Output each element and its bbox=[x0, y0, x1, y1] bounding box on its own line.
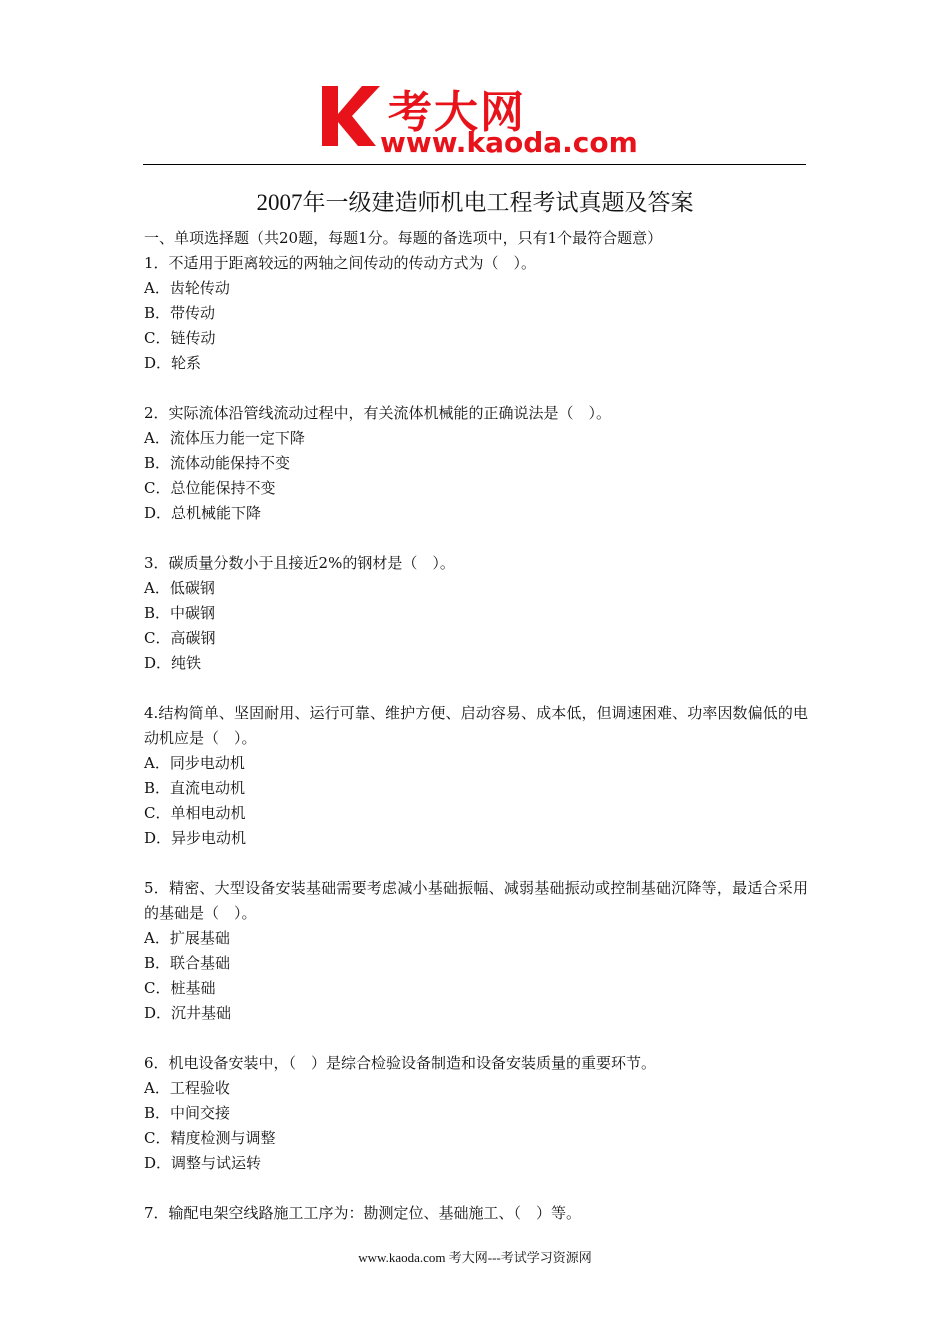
option-a: A．同步电动机 bbox=[144, 754, 245, 772]
question-2 bbox=[144, 401, 808, 526]
page-footer: www.kaoda.com 考大网---考试学习资源网 bbox=[358, 1250, 592, 1265]
spacer bbox=[144, 851, 808, 876]
option-d: D．异步电动机 bbox=[144, 829, 247, 847]
option-d: D．轮系 bbox=[144, 354, 202, 372]
option-d: D．调整与试运转 bbox=[144, 1154, 262, 1172]
spacer bbox=[144, 1176, 808, 1201]
option-c: C．链传动 bbox=[144, 329, 216, 347]
option-b: B．中间交接 bbox=[144, 1104, 231, 1122]
option-d: D．纯铁 bbox=[144, 654, 202, 672]
question-stem: 5．精密、大型设备安装基础需要考虑减小基础振幅、减弱基础振动或控制基础沉降等，最适合采用的基础是（ ）。 bbox=[144, 879, 808, 922]
option-c: C．单相电动机 bbox=[144, 804, 246, 822]
option-b: B．流体动能保持不变 bbox=[144, 454, 291, 472]
question-stem: 1．不适用于距离较远的两轴之间传动的传动方式为（ ）。 bbox=[144, 254, 537, 272]
option-c: C．高碳钢 bbox=[144, 629, 216, 647]
option-c: C．精度检测与调整 bbox=[144, 1129, 276, 1147]
option-d: D．总机械能下降 bbox=[144, 504, 262, 522]
header-divider bbox=[143, 164, 806, 165]
option-b: B．联合基础 bbox=[144, 954, 231, 972]
question-stem: 7．输配电架空线路施工工序为：勘测定位、基础施工、（ ）等。 bbox=[144, 1204, 582, 1222]
question-list bbox=[144, 226, 808, 1226]
option-c: C．总位能保持不变 bbox=[144, 479, 276, 497]
question-3 bbox=[144, 551, 808, 676]
document-title: 2007年一级建造师机电工程考试真题及答案 bbox=[256, 190, 694, 215]
question-4 bbox=[144, 701, 808, 851]
question-stem: 6．机电设备安装中，（ ）是综合检验设备制造和设备安装质量的重要环节。 bbox=[144, 1054, 657, 1072]
question-stem: 2．实际流体沿管线流动过程中，有关流体机械能的正确说法是（ ）。 bbox=[144, 404, 612, 422]
option-d: D．沉井基础 bbox=[144, 1004, 232, 1022]
question-stem: 3．碳质量分数小于且接近2%的钢材是（ ）。 bbox=[144, 554, 455, 572]
logo-k-mark bbox=[318, 80, 384, 152]
option-c: C．桩基础 bbox=[144, 979, 216, 997]
question-7 bbox=[144, 1201, 808, 1226]
question-6 bbox=[144, 1051, 808, 1176]
option-b: B．直流电动机 bbox=[144, 779, 246, 797]
logo-url: www.kaoda.com bbox=[380, 126, 638, 159]
option-a: A．扩展基础 bbox=[144, 929, 230, 947]
option-a: A．工程验收 bbox=[144, 1079, 230, 1097]
question-1 bbox=[144, 251, 808, 376]
section-heading: 一、单项选择题（共20题，每题1分。每题的备选项中，只有1个最符合题意） bbox=[144, 229, 663, 247]
option-a: A．低碳钢 bbox=[144, 579, 215, 597]
spacer bbox=[144, 376, 808, 401]
question-5 bbox=[144, 876, 808, 1026]
question-stem: 4.结构简单、坚固耐用、运行可靠、维护方便、启动容易、成本低，但调速困难、功率因数偏低的电动机应是（ ）。 bbox=[144, 704, 808, 747]
logo-brand-text: 考大网 bbox=[388, 87, 526, 138]
spacer bbox=[144, 1026, 808, 1051]
option-a: A．齿轮传动 bbox=[144, 279, 230, 297]
option-b: B．带传动 bbox=[144, 304, 216, 322]
option-a: A．流体压力能一定下降 bbox=[144, 429, 305, 447]
option-b: B．中碳钢 bbox=[144, 604, 216, 622]
kaoda-logo bbox=[318, 80, 640, 160]
spacer bbox=[144, 526, 808, 551]
spacer bbox=[144, 676, 808, 701]
